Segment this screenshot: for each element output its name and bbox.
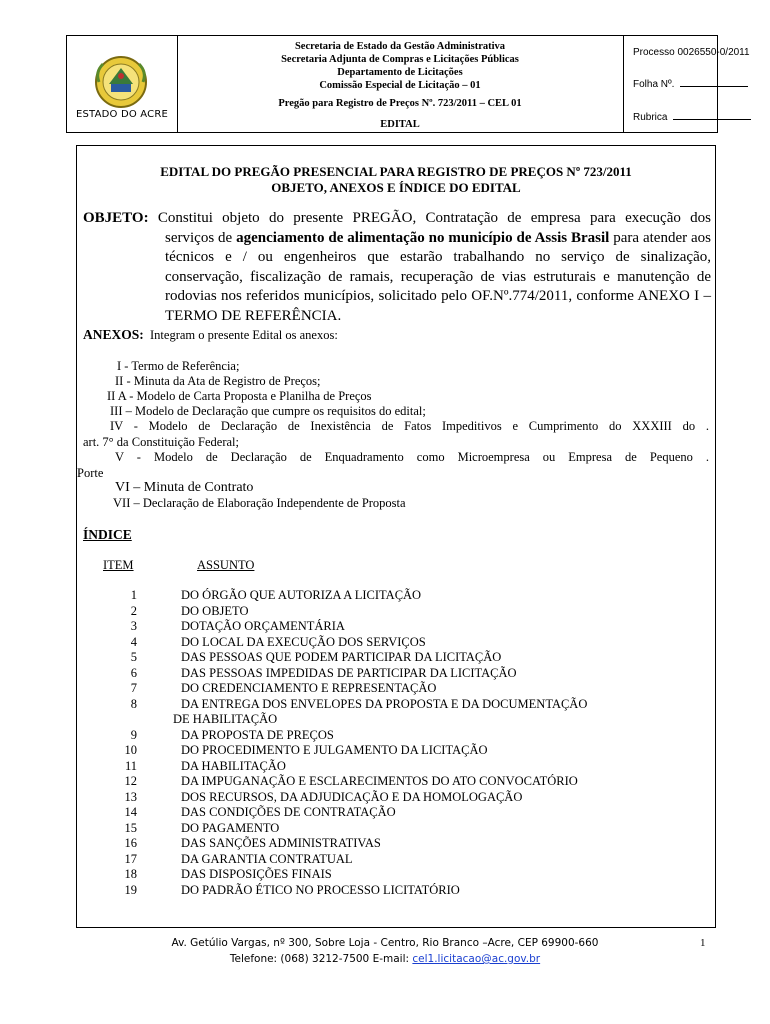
- footer-phone: Telefone: (068) 3212-7500 E-mail:: [229, 953, 410, 965]
- objeto-text-a: Constitui objeto do presente PREGÃO, Contratação de empresa para execução dos: [157, 210, 711, 226]
- anexo-v-line2: Porte: [77, 465, 104, 480]
- rubrica-label: Rubrica: [633, 112, 668, 123]
- index-item-number: 1: [130, 588, 137, 602]
- document-header: [66, 35, 750, 133]
- index-item-number: 5: [130, 650, 137, 664]
- objeto-first-line: [83, 209, 711, 229]
- objeto-text-b: serviços de: [165, 229, 237, 246]
- header-right: [623, 36, 750, 132]
- processo-number: Processo 0026550-0/2011: [633, 47, 750, 58]
- anexo-item: III – Modelo de Declaração que cumpre os requisitos do edital;: [110, 404, 426, 418]
- index-item-title: DO LOCAL DA EXECUÇÃO DOS SERVIÇOS: [181, 634, 426, 649]
- anexo-iv-line2: art. 7° da Constituição Federal;: [83, 434, 239, 449]
- folha-blank: [680, 86, 748, 87]
- index-item-title: DAS SANÇÕES ADMINISTRATIVAS: [181, 836, 381, 850]
- rubrica-field: [633, 112, 751, 123]
- content-box: [76, 145, 716, 928]
- index-item-number: 10: [124, 743, 137, 757]
- index-item-number: 13: [124, 789, 137, 804]
- index-item-number: 16: [124, 836, 137, 850]
- anexo-iv: [83, 419, 709, 450]
- index-item-title: DAS PESSOAS QUE PODEM PARTICIPAR DA LICITAÇÃO: [181, 650, 502, 664]
- index-item-number: 8: [130, 696, 137, 711]
- objeto-paragraph: [83, 209, 711, 326]
- index-item-number: 19: [124, 882, 137, 897]
- state-seal-icon: [93, 54, 149, 110]
- index-item-title: DE HABILITAÇÃO: [173, 712, 278, 726]
- index-item-title: DA GARANTIA CONTRATUAL: [181, 851, 353, 866]
- index-item-number: 4: [130, 634, 137, 649]
- col-assunto-header: ASSUNTO: [197, 558, 255, 572]
- index-item-number: 11: [124, 758, 137, 773]
- anexo-item: II - Minuta da Ata de Registro de Preços;: [115, 374, 321, 388]
- footer-email-link[interactable]: cel1.licitacao@ac.gov.br: [412, 953, 541, 965]
- index-item-number: 2: [130, 603, 137, 618]
- anexos-intro: [83, 327, 338, 343]
- header-center: [177, 36, 624, 132]
- index-item-title: DO CREDENCIAMENTO E REPRESENTAÇÃO: [181, 681, 437, 695]
- header-line-4: Comissão Especial de Licitação – 01: [319, 80, 481, 91]
- header-pregao: Pregão para Registro de Preços Nº. 723/2011 – CEL 01: [278, 98, 522, 109]
- logo-cell: [67, 36, 178, 132]
- index-item-title: DOTAÇÃO ORÇAMENTÁRIA: [181, 619, 345, 633]
- index-item-title: DAS DISPOSIÇÕES FINAIS: [181, 867, 332, 881]
- header-line-3: Departamento de Licitações: [337, 67, 463, 78]
- index-item-title: DO ÓRGÃO QUE AUTORIZA A LICITAÇÃO: [181, 588, 422, 602]
- index-item-number: 12: [124, 774, 137, 788]
- objeto-text-c: para atender aos técnicos e / ou engenheiros que estarão trabalhando no serviço de sinalização, conservação, fiscalização de ramais, recuperação de vias estruturais e manutenção de rodovias nos referidos municípios, solicitado pelo OF.Nº.774/2011, conforme ANEXO I – TERMO DE REFERÊNCIA.: [165, 229, 712, 324]
- edital-title: EDITAL DO PREGÃO PRESENCIAL PARA REGISTRO DE PREÇOS Nº 723/2011: [160, 164, 632, 179]
- index-item-number: 9: [130, 727, 137, 742]
- index-item-title: DAS PESSOAS IMPEDIDAS DE PARTICIPAR DA LICITAÇÃO: [181, 665, 517, 680]
- header-edital: EDITAL: [380, 119, 420, 130]
- index-item-title: DO OBJETO: [181, 603, 249, 618]
- header-line-1: Secretaria de Estado da Gestão Administrativa: [294, 41, 506, 52]
- folha-field: [633, 79, 748, 90]
- header-line-2: Secretaria Adjunta de Compras e Licitações Públicas: [281, 54, 519, 65]
- footer-address: Av. Getúlio Vargas, nº 300, Sobre Loja - Centro, Rio Branco –Acre, CEP 69900-660: [171, 937, 599, 949]
- anexos-intro-text: Integram o presente Edital os anexos:: [150, 328, 338, 342]
- index-item-number: 15: [124, 820, 137, 835]
- index-item-number: 17: [124, 851, 137, 866]
- index-item-number: 3: [130, 619, 137, 633]
- index-item-title: DAS CONDIÇÕES DE CONTRATAÇÃO: [181, 805, 396, 819]
- index-item-number: 18: [124, 867, 137, 881]
- index-item-title: DO PADRÃO ÉTICO NO PROCESSO LICITATÓRIO: [181, 882, 460, 897]
- rubrica-blank: [673, 119, 751, 120]
- objeto-rest: [83, 229, 711, 327]
- index-item-title: DO PROCEDIMENTO E JULGAMENTO DA LICITAÇÃO: [181, 743, 488, 757]
- index-item-number: 6: [130, 665, 137, 680]
- index-item-title: DOS RECURSOS, DA ADJUDICAÇÃO E DA HOMOLOGAÇÃO: [181, 789, 523, 804]
- anexo-iv-line1: IV - Modelo de Declaração de Inexistência de Fatos Impeditivos e Cumprimento do XXXIII do .: [110, 419, 709, 433]
- indice-heading: ÍNDICE: [83, 527, 132, 542]
- folha-label: Folha Nº.: [633, 79, 675, 90]
- anexo-v-line1: V - Modelo de Declaração de Enquadramento como Microempresa ou Empresa de Pequeno .: [115, 450, 709, 464]
- anexo-item: I - Termo de Referência;: [117, 359, 240, 373]
- footer-contact: [0, 953, 770, 965]
- anexo-item: VII – Declaração de Elaboração Independente de Proposta: [113, 496, 406, 510]
- col-item-header: ITEM: [103, 558, 134, 572]
- index-item-title: DO PAGAMENTO: [181, 820, 280, 835]
- index-item-title: DA PROPOSTA DE PREÇOS: [181, 727, 334, 742]
- anexo-item: VI – Minuta de Contrato: [115, 480, 254, 495]
- index-item-title: DA HABILITAÇÃO: [181, 758, 286, 773]
- anexo-item: II A - Modelo de Carta Proposta e Planilha de Preços: [107, 389, 372, 403]
- edital-subtitle: OBJETO, ANEXOS E ÍNDICE DO EDITAL: [271, 180, 521, 195]
- index-item-number: 14: [124, 805, 137, 819]
- anexo-v: [77, 450, 709, 481]
- index-item-number: 7: [130, 681, 137, 695]
- index-item-title: DA ENTREGA DOS ENVELOPES DA PROPOSTA E DA DOCUMENTAÇÃO: [181, 696, 588, 711]
- objeto-bold: agenciamento de alimentação no município de Assis Brasil: [236, 229, 610, 246]
- logo-text: ESTADO DO ACRE: [75, 109, 169, 120]
- page-number: 1: [700, 937, 706, 949]
- objeto-label: OBJETO:: [83, 210, 149, 226]
- anexos-label: ANEXOS:: [83, 327, 144, 342]
- index-item-title: DA IMPUGANAÇÃO E ESCLARECIMENTOS DO ATO CONVOCATÓRIO: [181, 774, 578, 788]
